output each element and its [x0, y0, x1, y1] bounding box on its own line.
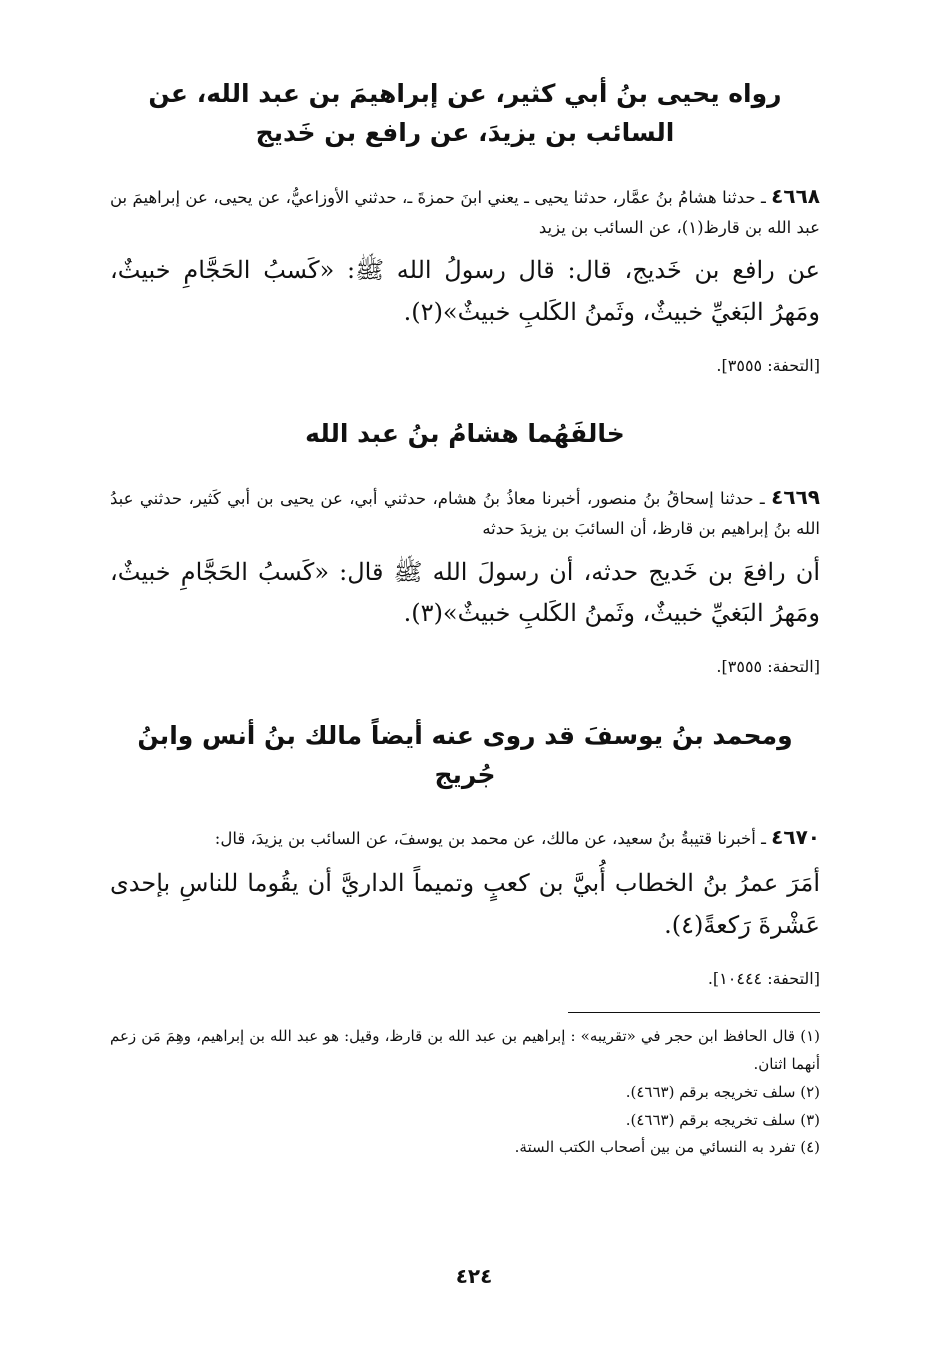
hadith-isnad-4670 — [110, 820, 820, 855]
hadith-isnad-4669 — [110, 480, 820, 544]
isnad-text: ـ حدثنا هشامُ بنُ عمَّار، حدثنا يحيى ـ يعني ابنَ حمزةَ ـ، حدثني الأوزاعيُّ، عن يحيى، عن إبراهيمَ بن عبد الله بن قارظ(١)، عن السائب بن يزيد — [110, 187, 820, 237]
footnote-1: (١) قال الحافظ ابن حجر في «تقريبه» : إبراهيم بن عبد الله بن قارظ، وقيل: هو عبد الله بن إبراهيم، وهِمَ مَن زعم أنهما اثنان. — [110, 1027, 820, 1074]
section-heading-2: خالفَهُما هشامُ بنُ عبد الله — [305, 419, 625, 449]
page-number: ٤٢٤ — [455, 1264, 493, 1288]
isnad-text: ـ حدثنا إسحاقُ بنُ منصور، أخبرنا معاذُ بنُ هشام، حدثني أبي، عن يحيى بن أبي كَثير، حدثني عبدُ الله بنُ إبراهيم بن قارظ، أن السائبَ بن يزيدَ حدثه — [110, 489, 820, 539]
tuhfa-reference-3: [التحفة: ١٠٤٤٤]. — [707, 968, 820, 988]
section-heading-1: رواه يحيى بنُ أبي كثير، عن إبراهيمَ بن عبد الله، عن السائب بن يزيدَ، عن رافع بن خَديج — [148, 79, 782, 147]
hadith-matn-4668: عن رافع بن خَديج، قال: قال رسولُ الله ﷺ: «كَسبُ الحَجَّامِ خبيثٌ، ومَهرُ البَغيِّ خبيثٌ، وثَمنُ الكَلبِ خبيثٌ»(٢). — [110, 256, 820, 326]
footnote-2: (٢) سلف تخريجه برقم (٤٦٦٣). — [625, 1082, 820, 1101]
hadith-number: ٤٦٧٠ — [771, 825, 820, 850]
hadith-matn-4670: أمَرَ عمرُ بنُ الخطاب أُبيَّ بن كعبٍ وتميماً الداريَّ أن يقُوما للناسِ بإحدى عَشْرةَ رَكعةً(٤). — [110, 869, 820, 939]
tuhfa-reference-1: [التحفة: ٣٥٥٥]. — [716, 355, 820, 375]
footnote-4: (٤) تفرد به النسائي من بين أصحاب الكتب الستة. — [514, 1138, 820, 1157]
hadith-number: ٤٦٦٩ — [771, 485, 820, 510]
hadith-isnad-4668 — [110, 179, 820, 243]
section-heading-3: ومحمد بنُ يوسفَ قد روى عنه أيضاً مالك بنُ أنس وابنُ جُريج — [137, 720, 793, 789]
hadith-number: ٤٦٦٨ — [771, 183, 820, 208]
tuhfa-reference-2: [التحفة: ٣٥٥٥]. — [716, 657, 820, 677]
footnote-separator — [568, 1012, 820, 1013]
isnad-text: ـ أخبرنا قتيبةُ بنُ سعيد، عن مالك، عن محمد بن يوسفَ، عن السائب بن يزيدَ، قال: — [214, 829, 772, 849]
footnote-3: (٣) سلف تخريجه برقم (٤٦٦٣). — [625, 1110, 820, 1129]
hadith-matn-4669: أن رافعَ بن خَديج حدثه، أن رسولَ الله ﷺ قال: «كَسبُ الحَجَّامِ خبيثٌ، ومَهرُ البَغيِّ خبيثٌ، وثَمنُ الكَلبِ خبيثٌ»(٣). — [110, 557, 820, 628]
